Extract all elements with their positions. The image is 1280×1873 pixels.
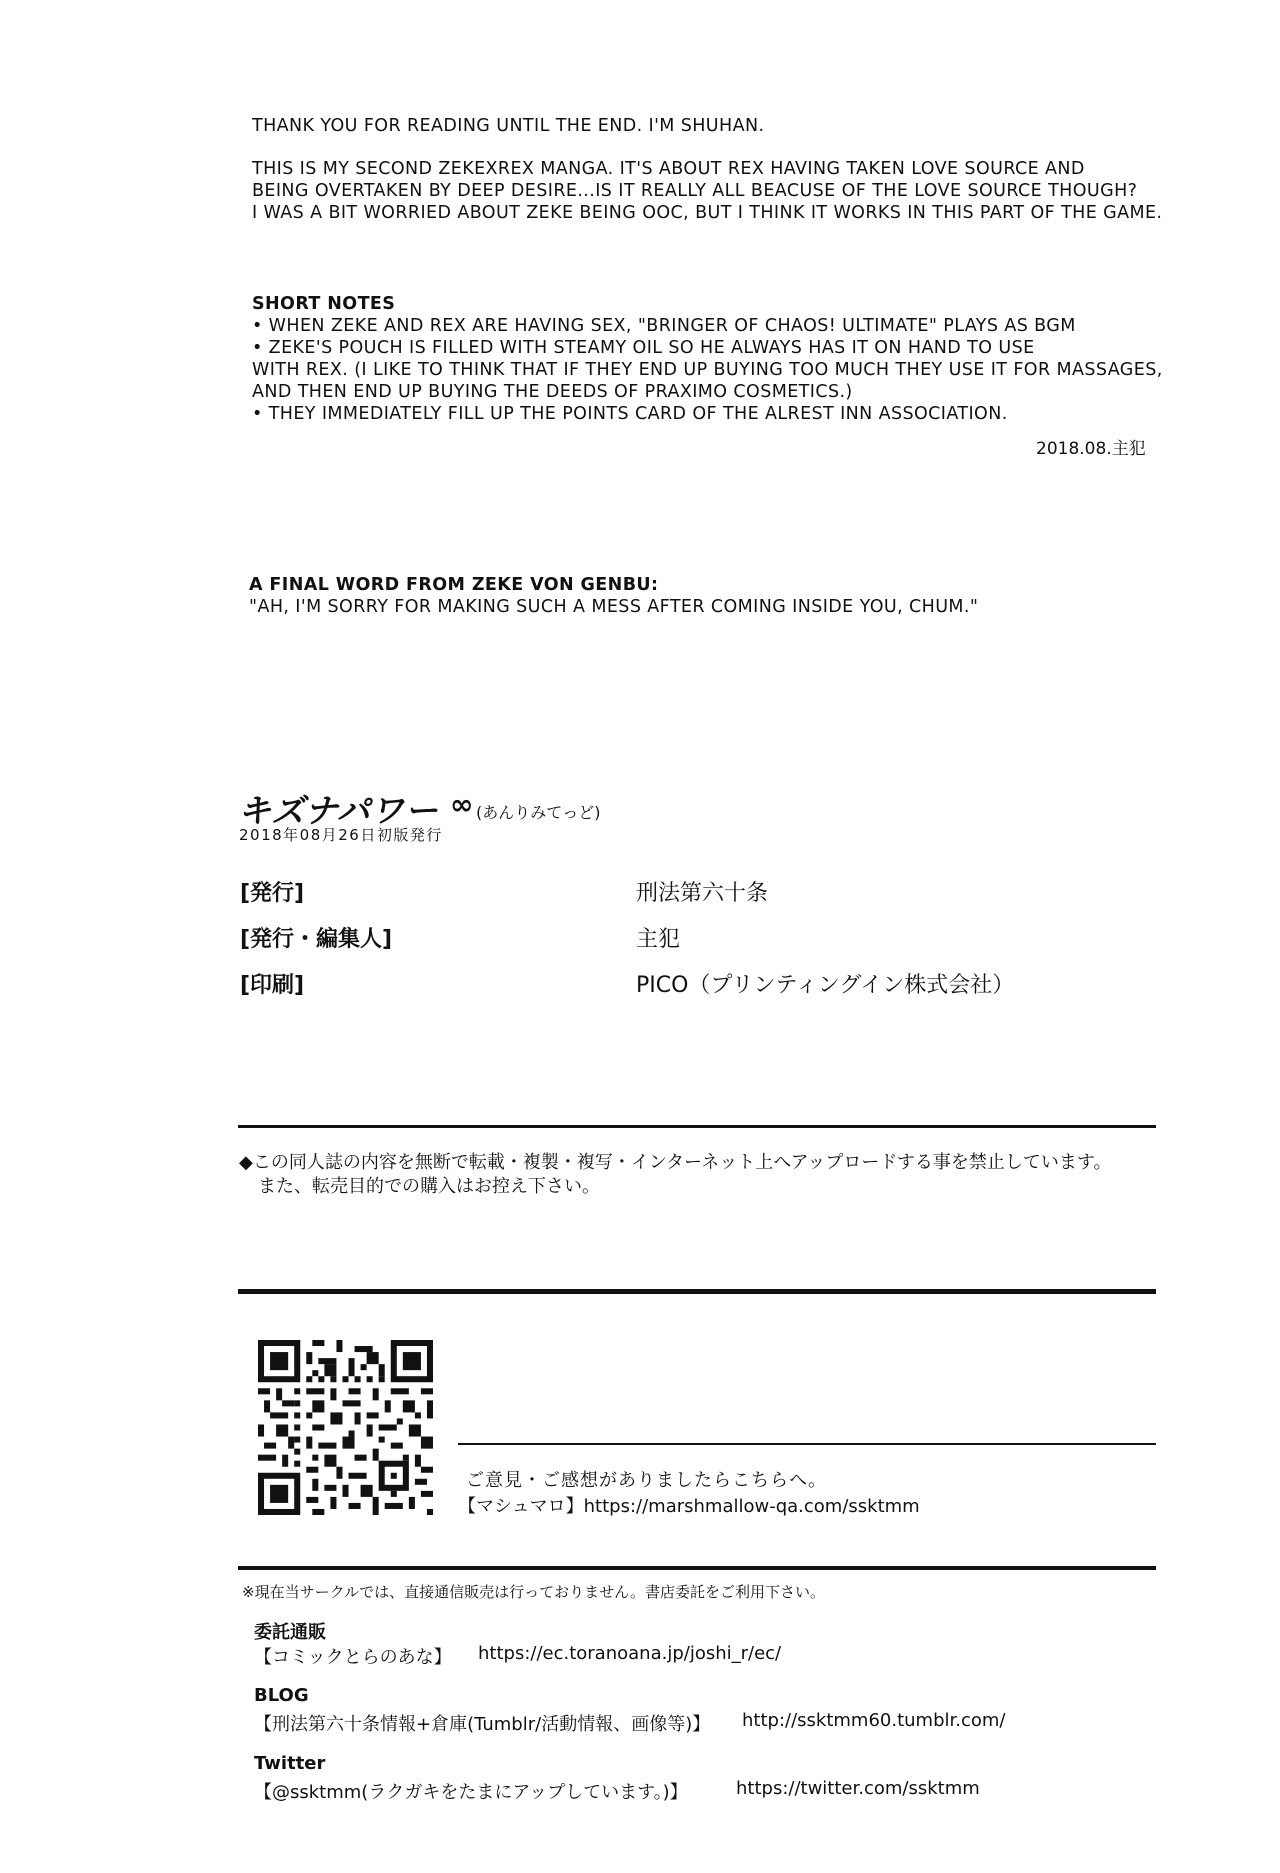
publish-date: 2018年08月26日初版発行 <box>239 826 443 844</box>
final-word-heading: A FINAL WORD FROM ZEKE VON GENBU: <box>249 575 659 595</box>
marshmallow-link[interactable]: 【マシュマロ】https://marshmallow-qa.com/ssktmm <box>458 1496 920 1517</box>
final-word-quote: "AH, I'M SORRY FOR MAKING SUCH A MESS AFTER COMING INSIDE YOU, CHUM." <box>249 597 979 617</box>
copyright-notice-line: また、転売目的での購入はお控え下さい。 <box>258 1176 600 1197</box>
afterword-paragraph-line: I WAS A BIT WORRIED ABOUT ZEKE BEING OOC, BUT I THINK IT WORKS IN THIS PART OF THE GAME. <box>252 203 1163 223</box>
qr-code-icon <box>258 1340 433 1515</box>
publisher-label: [発行] <box>240 881 305 906</box>
copyright-notice-line: ◆この同人誌の内容を無断で転載・複製・複写・インターネット上へアップロードする事を禁止しています。 <box>239 1152 1112 1173</box>
short-note-line: AND THEN END UP BUYING THE DEEDS OF PRAXIMO COSMETICS.) <box>252 382 853 402</box>
blog-heading: BLOG <box>254 1685 309 1706</box>
divider-rule <box>238 1289 1156 1294</box>
mail-order-heading: 委託通販 <box>254 1622 326 1643</box>
toranoana-url[interactable]: https://ec.toranoana.jp/joshi_r/ec/ <box>478 1643 782 1664</box>
twitter-url[interactable]: https://twitter.com/ssktmm <box>736 1778 980 1799</box>
mail-order-note: ※現在当サークルでは、直接通信販売は行っておりません。書店委託をご利用下さい。 <box>242 1583 826 1601</box>
short-note-line: WITH REX. (I LIKE TO THINK THAT IF THEY END UP BUYING TOO MUCH THEY USE IT FOR MASSAGES, <box>252 360 1163 380</box>
book-title: キズナパワー <box>238 791 439 830</box>
short-note-line: • ZEKE'S POUCH IS FILLED WITH STEAMY OIL SO HE ALWAYS HAS IT ON HAND TO USE <box>252 338 1035 358</box>
feedback-text: ご意見・ご感想がありましたらこちらへ。 <box>466 1470 827 1491</box>
short-notes-heading: SHORT NOTES <box>252 294 396 314</box>
short-note-line: • THEY IMMEDIATELY FILL UP THE POINTS CARD OF THE ALREST INN ASSOCIATION. <box>252 404 1008 424</box>
editor-label: [発行・編集人] <box>240 927 393 952</box>
divider-rule <box>238 1125 1156 1128</box>
afterword-greeting: THANK YOU FOR READING UNTIL THE END. I'M SHUHAN. <box>252 116 765 136</box>
blog-label: 【刑法第六十条情報+倉庫(Tumblr/活動情報、画像等)】 <box>254 1714 711 1735</box>
editor-value: 主犯 <box>636 927 681 952</box>
printer-label: [印刷] <box>240 973 305 998</box>
title-reading: (あんりみてっど) <box>476 803 601 822</box>
title-infinity-mark: ∞ <box>450 788 474 821</box>
afterword-paragraph-line: BEING OVERTAKEN BY DEEP DESIRE...IS IT REALLY ALL BEACUSE OF THE LOVE SOURCE THOUGH? <box>252 181 1138 201</box>
divider-rule <box>238 1566 1156 1570</box>
printer-value: PICO（プリンティングイン株式会社） <box>636 973 1015 998</box>
blog-url[interactable]: http://ssktmm60.tumblr.com/ <box>742 1710 1006 1731</box>
toranoana-label: 【コミックとらのあな】 <box>254 1647 452 1668</box>
feedback-rule <box>458 1443 1156 1445</box>
publisher-value: 刑法第六十条 <box>636 881 769 906</box>
twitter-heading: Twitter <box>254 1753 326 1774</box>
afterword-paragraph-line: THIS IS MY SECOND ZEKEXREX MANGA. IT'S ABOUT REX HAVING TAKEN LOVE SOURCE AND <box>252 159 1085 179</box>
twitter-label: 【@ssktmm(ラクガキをたまにアップしています。)】 <box>254 1782 688 1803</box>
afterword-signature: 2018.08.主犯 <box>1036 439 1146 459</box>
short-note-line: • WHEN ZEKE AND REX ARE HAVING SEX, "BRINGER OF CHAOS! ULTIMATE" PLAYS AS BGM <box>252 316 1076 336</box>
